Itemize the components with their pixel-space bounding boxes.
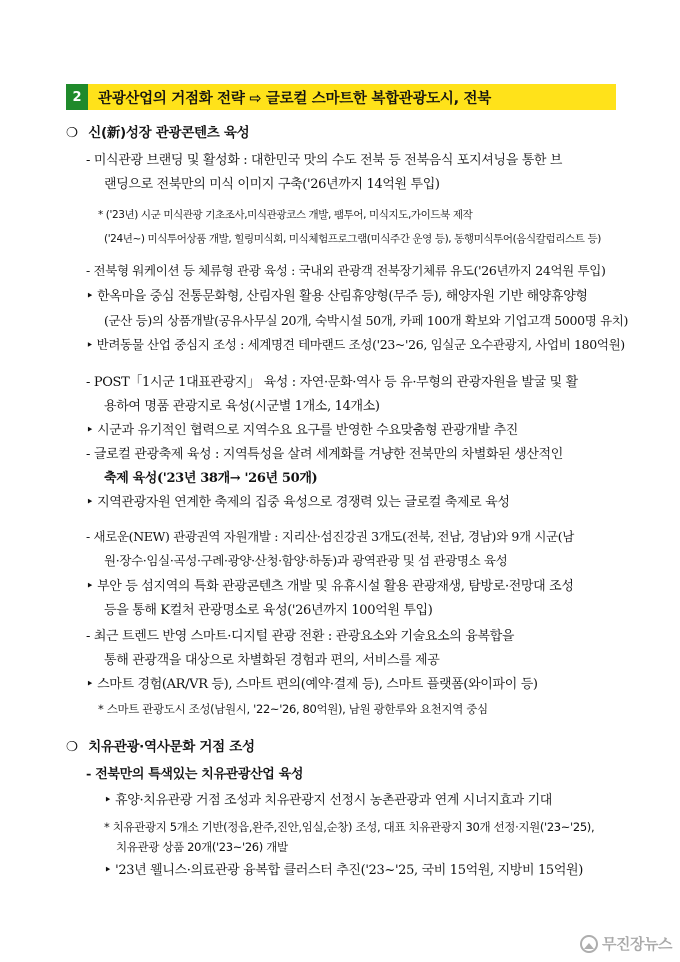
circle-bullet-icon: ❍ (66, 739, 78, 755)
item-line: ‣ 휴양·치유관광 거점 조성과 치유관광지 선정시 농촌관광과 연계 시너지효과 기대 (104, 793, 553, 808)
item-line: ‣ 부안 등 섬지역의 특화 관광콘텐츠 개발 및 유휴시설 활용 관광재생, 탐방로·전망대 조성 (86, 579, 574, 594)
item-line: ‣ 스마트 경험(AR/VR 등), 스마트 편의(예약·결제 등), 스마트 플랫폼(와이파이 등) (86, 677, 538, 692)
item-line: 원·장수·임실·곡성·구례·광양·산청·함양·하동)과 광역관광 및 섬 관광명소 육성 (104, 553, 508, 568)
item-line: - 글로컬 관광축제 육성 : 지역특성을 살려 세계화를 겨냥한 전북만의 차별화된 생산적인 (86, 447, 563, 462)
item-line: ‣ 지역관광자원 연계한 축제의 집중 육성으로 경쟁력 있는 글로컬 축제로 육성 (86, 495, 510, 510)
item-line: - 전북형 워케이션 등 체류형 관광 육성 : 국내외 관광객 전북장기체류 유도('26년까지 24억원 투입) (86, 263, 606, 278)
section1-title: 신(新)성장 관광콘텐츠 육성 (88, 125, 250, 141)
item-line: 등을 통해 K컬처 관광명소로 육성('26년까지 100억원 투입) (104, 603, 433, 618)
item-line: - POST「1시군 1대표관광지」 육성 : 자연·문화·역사 등 유·무형의 관광자원을 발굴 및 활 (86, 375, 578, 390)
section2-heading (66, 738, 255, 756)
item-line: 축제 육성('23년 38개→ '26년 50개) (104, 471, 318, 486)
item-line: - 전북만의 특색있는 치유관광산업 육성 (86, 767, 304, 782)
note-line: ('24년~) 미식투어상품 개발, 힐링미식회, 미식체험프로그램(미식주간 운영 등), 동행미식투어(음식칼럼리스트 등) (104, 233, 601, 245)
item-line: ‣ '23년 웰니스·의료관광 융복합 클러스터 추진('23~'25, 국비 15억원, 지방비 15억원) (104, 863, 583, 878)
note-line: * 치유관광지 5개소 기반(정읍,완주,진안,임실,순창) 조성, 대표 치유관광지 30개 선정·지원('23~'25), (104, 820, 595, 834)
note-line: * 스마트 관광도시 조성(남원시, '22~'26, 80억원), 남원 광한루와 요천지역 중심 (98, 702, 488, 716)
circle-bullet-icon: ❍ (66, 125, 78, 141)
item-line: ‣ 한옥마을 중심 전통문화형, 산림자원 활용 산림휴양형(무주 등), 해양자원 기반 해양휴양형 (86, 289, 588, 304)
item-line: (군산 등)의 상품개발(공유사무실 20개, 숙박시설 50개, 카페 100개 확보와 기업고객 5000명 유치) (104, 313, 629, 328)
mountain-logo-icon (580, 935, 598, 953)
watermark-text: 무진장뉴스 (602, 935, 672, 953)
note-line: 치유관광 상품 20개('23~'26) 개발 (116, 840, 288, 854)
section-header-bar (66, 84, 616, 110)
item-line: - 새로운(NEW) 관광권역 자원개발 : 지리산·섬진강권 3개도(전북, 전남, 경남)와 9개 시군(남 (86, 529, 575, 544)
item-line: 통해 관광객을 대상으로 차별화된 경험과 편의, 서비스를 제공 (104, 653, 440, 668)
note-line: * ('23년) 시군 미식관광 기초조사,미식관광코스 개발, 팸투어, 미식지도,가이드북 제작 (98, 209, 473, 221)
section-number-badge: 2 (66, 84, 88, 110)
news-watermark (580, 933, 672, 954)
item-line: ‣ 시군과 유기적인 협력으로 지역수요 요구를 반영한 수요맞춤형 관광개발 추진 (86, 423, 519, 438)
section-header-title: 관광산업의 거점화 전략 ⇨ 글로컬 스마트한 복합관광도시, 전북 (98, 90, 491, 107)
item-line: 용하여 명품 관광지로 육성(시군별 1개소, 14개소) (104, 399, 380, 414)
item-line: - 미식관광 브랜딩 및 활성화 : 대한민국 맛의 수도 전북 등 전북음식 포지셔닝을 통한 브 (86, 153, 563, 168)
item-line: 랜딩으로 전북만의 미식 이미지 구축('26년까지 14억원 투입) (104, 177, 440, 192)
section2-title: 치유관광·역사문화 거점 조성 (88, 739, 255, 755)
item-line: - 최근 트렌드 반영 스마트·디지털 관광 전환 : 관광요소와 기술요소의 융복합을 (86, 629, 515, 644)
section1-heading (66, 124, 249, 142)
item-line: ‣ 반려동물 산업 중심지 조성 : 세계명견 테마랜드 조성('23~'26, 임실군 오수관광지, 사업비 180억원) (86, 337, 625, 352)
